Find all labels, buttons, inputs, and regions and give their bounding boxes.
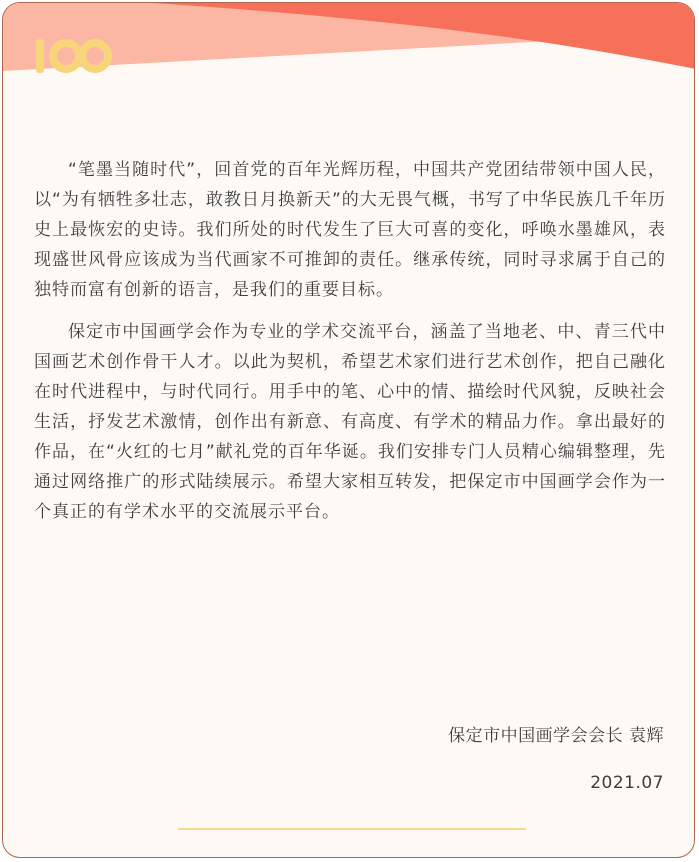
logo-zero-left bbox=[53, 43, 79, 69]
logo-zero-right bbox=[82, 43, 108, 69]
footer-divider bbox=[178, 828, 526, 830]
signature: 保定市中国画学会会长 袁辉 bbox=[448, 726, 664, 746]
paragraph-1: “笔墨当随时代”，回首党的百年光辉历程，中国共产党团结带领中国人民，以“为有牺牲多壮志，敢教日月换新天”的大无畏气概，书写了中华民族几千年历史上最恢宏的史诗。我们所处的时代发生了巨大可喜的变化，呼唤水墨雄风，表现盛世风骨应该成为当代画家不可推卸的责任。继承传统，同时寻求属于自己的独特而富有创新的语言，是我们的重要目标。 bbox=[34, 160, 666, 300]
logo-digit-one bbox=[36, 39, 44, 73]
letter-body bbox=[34, 155, 666, 539]
date: 2021.07 bbox=[590, 773, 664, 793]
letter-card bbox=[2, 2, 695, 858]
centenary-100-logo bbox=[35, 36, 115, 76]
paragraph-2: 保定市中国画学会作为专业的学术交流平台，涵盖了当地老、中、青三代中国画艺术创作骨干人才。以此为契机，希望艺术家们进行艺术创作，把自己融化在时代进程中，与时代同行。用手中的笔、心中的情、描绘时代风貌，反映社会生活，抒发艺术激情，创作出有新意、有高度、有学术的精品力作。拿出最好的作品，在“火红的七月”献礼党的百年华诞。我们安排专门人员精心编辑整理，先通过网络推广的形式陆续展示。希望大家相互转发，把保定市中国画学会作为一个真正的有学术水平的交流展示平台。 bbox=[34, 322, 666, 522]
